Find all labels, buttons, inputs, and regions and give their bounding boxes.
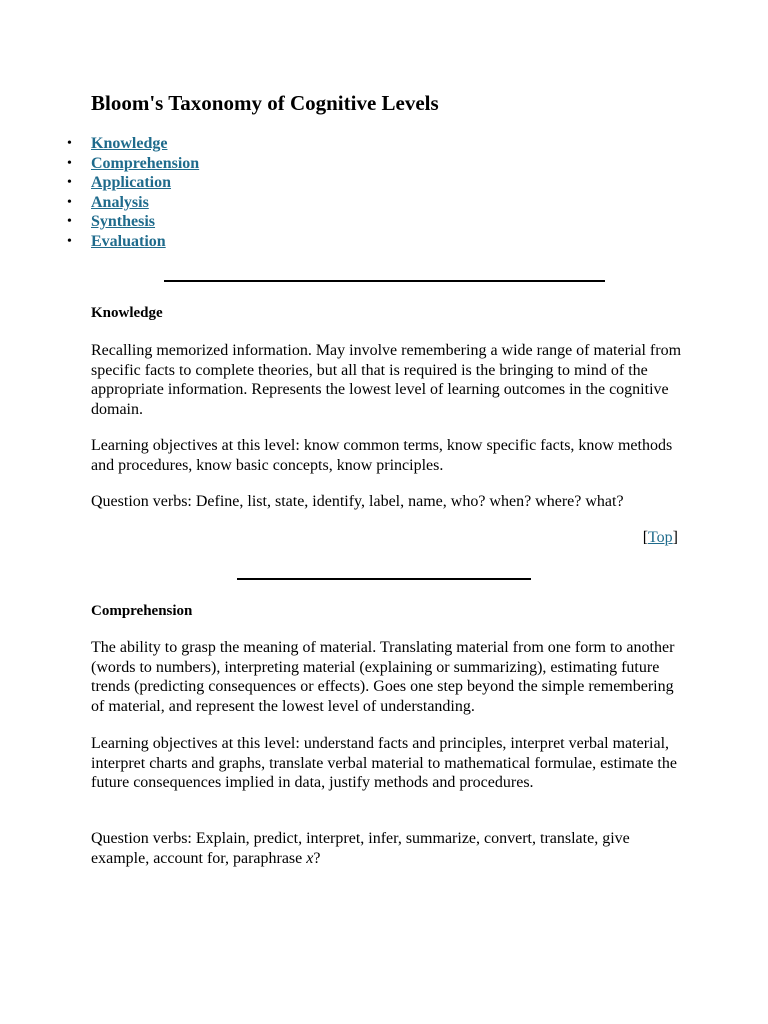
top-link[interactable]: Top bbox=[648, 529, 673, 546]
toc-item-application bbox=[60, 173, 199, 193]
knowledge-objectives: Learning objectives at this level: know common terms, know specific facts, know methods and procedures, know basic concepts, know principles. bbox=[91, 437, 673, 474]
toc-link-synthesis[interactable]: Synthesis bbox=[91, 213, 156, 231]
verbs-variable: x bbox=[306, 849, 314, 867]
table-of-contents bbox=[60, 134, 199, 252]
bullet-icon: • bbox=[67, 175, 72, 191]
back-to-top bbox=[560, 528, 678, 548]
comprehension-objectives: Learning objectives at this level: understand facts and principles, interpret verbal material, interpret charts and graphs, translate verbal material to mathematical formulae, estimate the future consequences implied in data, justify methods and procedures. bbox=[91, 735, 677, 792]
toc-item-evaluation bbox=[60, 232, 199, 252]
bullet-icon: • bbox=[67, 194, 72, 210]
section-heading-knowledge: Knowledge bbox=[91, 305, 163, 321]
verbs-suffix: ? bbox=[313, 849, 321, 867]
toc-link-knowledge[interactable]: Knowledge bbox=[91, 135, 168, 152]
toc-link-evaluation[interactable]: Evaluation bbox=[91, 232, 166, 250]
bracket-open: [ bbox=[642, 529, 649, 546]
section-divider bbox=[237, 578, 531, 580]
toc-link-analysis[interactable]: Analysis bbox=[91, 193, 149, 211]
comprehension-description: The ability to grasp the meaning of material. Translating material from one form to another (words to numbers), interpreting material (explaining or summarizing), estimating future trends (predicting consequences or effects). Goes one step beyond the simple remembering of material, and represent the lowest level of understanding. bbox=[91, 639, 675, 715]
bullet-icon: • bbox=[67, 233, 72, 249]
page-title: Bloom's Taxonomy of Cognitive Levels bbox=[91, 91, 439, 115]
comprehension-question-verbs bbox=[91, 829, 687, 868]
bullet-icon: • bbox=[67, 155, 72, 171]
toc-item-comprehension bbox=[60, 154, 199, 174]
verbs-text: Question verbs: Explain, predict, interpret, infer, summarize, convert, translate, give example, account for, paraphrase bbox=[91, 830, 630, 867]
toc-link-comprehension[interactable]: Comprehension bbox=[91, 154, 200, 172]
bracket-close: ] bbox=[672, 529, 678, 546]
toc-item-analysis bbox=[60, 193, 199, 213]
bullet-icon: • bbox=[67, 214, 72, 230]
toc-item-synthesis bbox=[60, 212, 199, 232]
section-heading-comprehension: Comprehension bbox=[91, 603, 193, 619]
bullet-icon: • bbox=[67, 136, 72, 151]
toc-link-application[interactable]: Application bbox=[91, 174, 172, 192]
knowledge-question-verbs: Question verbs: Define, list, state, identify, label, name, who? when? where? what? bbox=[91, 493, 624, 510]
toc-item-knowledge bbox=[60, 134, 199, 154]
section-divider bbox=[164, 280, 605, 282]
knowledge-description: Recalling memorized information. May involve remembering a wide range of material from specific facts to complete theories, but all that is required is the bringing to mind of the appropriate information. Represents the lowest level of learning outcomes in the cognitive domain. bbox=[91, 342, 682, 418]
